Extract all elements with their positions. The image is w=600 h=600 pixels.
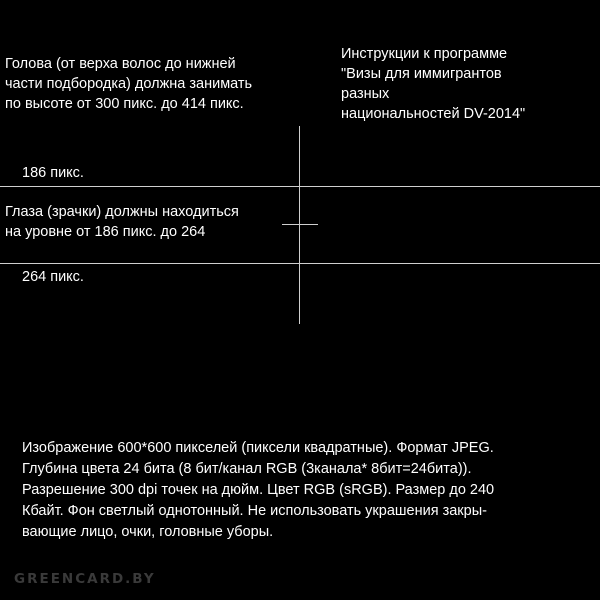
center-vertical-guide-line <box>299 126 300 324</box>
instructions-title: Инструкции к программе "Визы для иммигрантов разных национальностей DV-2014" <box>341 46 526 122</box>
guide-line-264-px <box>0 263 600 264</box>
head-height-requirement: Голова (от верха волос до нижней части подбородка) должна занимать по высоте от 300 пикс. до 414 пикс. <box>5 56 253 112</box>
label-186-px: 186 пикс. <box>22 165 84 181</box>
eye-center-crosshair-line <box>282 224 318 225</box>
greencard-watermark: GREENCARD.BY <box>14 571 156 587</box>
guide-line-186-px <box>0 186 600 187</box>
eyes-level-requirement: Глаза (зрачки) должны находиться на уровне от 186 пикс. до 264 <box>5 204 239 240</box>
image-specifications: Изображение 600*600 пикселей (пиксели квадратные). Формат JPEG. Глубина цвета 24 бита (8 бит/канал RGB (3канала* 8бит=24бита)). Разрешение 300 dpi точек на дюйм. Цвет RGB (sRGB). Размер до 240 Кбайт. Фон светлый однотонный. Не использовать украшения закры- вающие лицо, очки, головные уборы. <box>22 440 495 540</box>
label-264-px: 264 пикс. <box>22 269 84 285</box>
